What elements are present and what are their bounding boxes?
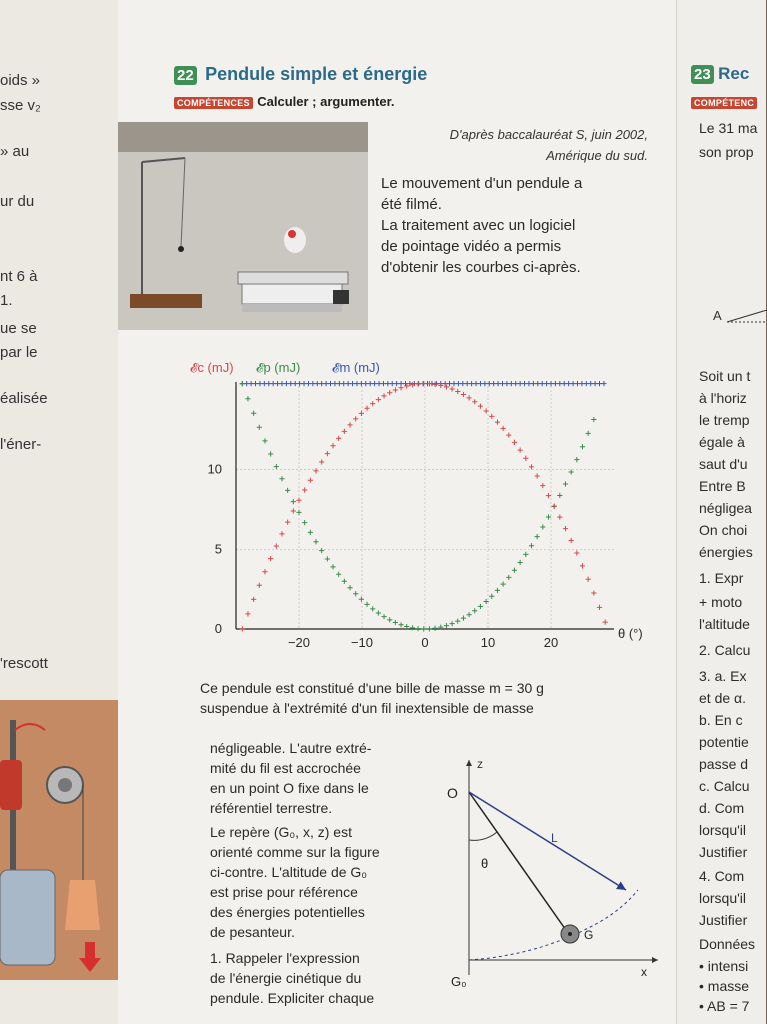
right-page-figure bbox=[707, 300, 767, 330]
x-tick-label: −10 bbox=[350, 635, 374, 650]
source-line: Amérique du sud. bbox=[546, 148, 648, 163]
ep-point bbox=[410, 625, 415, 630]
right-line: lorsqu'il bbox=[699, 890, 747, 906]
angle-arc bbox=[469, 832, 497, 840]
description-line: orienté comme sur la figure bbox=[210, 844, 380, 860]
ep-point bbox=[478, 604, 483, 609]
description-line: négligeable. L'autre extré- bbox=[210, 740, 372, 756]
ec-point bbox=[557, 515, 562, 520]
right-line: et de α. bbox=[699, 690, 747, 706]
chart-ticks bbox=[208, 462, 559, 650]
ec-point bbox=[398, 385, 403, 390]
exercise-title: Pendule simple et énergie bbox=[205, 64, 428, 84]
ec-point bbox=[478, 404, 483, 409]
intro-line: d'obtenir les courbes ci-après. bbox=[381, 259, 581, 276]
ec-point bbox=[336, 436, 341, 441]
ec-point bbox=[257, 583, 262, 588]
right-line: Soit un t bbox=[699, 368, 751, 384]
main-page bbox=[118, 0, 676, 1024]
ep-point bbox=[569, 469, 574, 474]
intro-line: Le mouvement d'un pendule a bbox=[381, 175, 583, 192]
ep-point bbox=[535, 534, 540, 539]
right-line: Entre B bbox=[699, 478, 746, 494]
legend-ec: 𝓔c (mJ) bbox=[190, 360, 234, 375]
right-line: d. Com bbox=[699, 800, 745, 816]
ec-point bbox=[279, 531, 284, 536]
ec-point bbox=[342, 429, 347, 434]
ec-point bbox=[461, 392, 466, 397]
ec-point bbox=[319, 459, 324, 464]
right-line: énergies bbox=[699, 544, 753, 560]
intro-line: été filmé. bbox=[381, 196, 442, 213]
g0-label: G₀ bbox=[451, 974, 467, 989]
ep-point bbox=[387, 617, 392, 622]
ep-point bbox=[574, 457, 579, 462]
ep-point bbox=[495, 588, 500, 593]
intro-line: La traitement avec un logiciel bbox=[381, 217, 576, 234]
ep-point bbox=[449, 621, 454, 626]
ec-point bbox=[512, 440, 517, 445]
chart-grid bbox=[236, 382, 614, 629]
ec-point bbox=[404, 383, 409, 388]
ep-point bbox=[455, 619, 460, 624]
ep-point bbox=[268, 451, 273, 456]
left-line: sse v₂ bbox=[0, 97, 41, 114]
ep-point bbox=[563, 481, 568, 486]
ep-point bbox=[580, 444, 585, 449]
right-line: le tremp bbox=[699, 412, 750, 428]
ep-point bbox=[274, 464, 279, 469]
ec-point bbox=[495, 420, 500, 425]
ep-point bbox=[461, 616, 466, 621]
ep-point bbox=[381, 614, 386, 619]
y-tick-label: 10 bbox=[207, 461, 222, 477]
ep-point bbox=[427, 626, 432, 631]
question-line: de l'énergie cinétique du bbox=[210, 970, 362, 986]
right-line: Le 31 ma bbox=[699, 120, 758, 136]
ec-point bbox=[359, 411, 364, 416]
ep-point bbox=[347, 585, 352, 590]
ec-point bbox=[268, 556, 273, 561]
ec-point bbox=[467, 395, 472, 400]
left-line: l'éner- bbox=[0, 436, 42, 453]
ec-point bbox=[597, 605, 602, 610]
origin-label: O bbox=[447, 785, 458, 801]
ep-point bbox=[591, 417, 596, 422]
right-line: 1. Expr bbox=[699, 570, 744, 586]
description-line: ci-contre. L'altitude de G₀ bbox=[210, 864, 368, 880]
ep-point bbox=[262, 438, 267, 443]
right-line: à l'horiz bbox=[699, 390, 747, 406]
question-line: pendule. Expliciter chaque bbox=[210, 990, 375, 1006]
right-line: + moto bbox=[699, 594, 743, 610]
ec-point bbox=[364, 406, 369, 411]
ec-point bbox=[472, 399, 477, 404]
description-line: en un point O fixe dans le bbox=[210, 780, 369, 796]
x-tick-label: 20 bbox=[543, 635, 559, 650]
ep-point bbox=[523, 552, 528, 557]
description-line: des énergies potentielles bbox=[210, 904, 365, 920]
legend-em: 𝓔m (mJ) bbox=[332, 360, 380, 375]
ep-point bbox=[291, 499, 296, 504]
ep-point bbox=[353, 591, 358, 596]
ep-point bbox=[285, 488, 290, 493]
ep-point bbox=[398, 622, 403, 627]
right-competences-badge: COMPÉTENC bbox=[691, 97, 757, 109]
x-tick-label: 0 bbox=[421, 635, 429, 650]
right-line: l'altitude bbox=[699, 616, 750, 632]
ec-point bbox=[274, 543, 279, 548]
ep-point bbox=[512, 568, 517, 573]
description-paragraph bbox=[200, 678, 670, 718]
right-page bbox=[676, 0, 766, 1024]
ec-point bbox=[591, 590, 596, 595]
ec-point bbox=[444, 384, 449, 389]
right-line: Justifier bbox=[699, 844, 748, 860]
ep-point bbox=[415, 626, 420, 631]
left-line: nt 6 à bbox=[0, 268, 38, 285]
left-line: 'rescott bbox=[0, 655, 48, 672]
x-tick-label: −20 bbox=[287, 635, 311, 650]
ec-point bbox=[580, 563, 585, 568]
exercise-number: 22 bbox=[174, 66, 197, 85]
ep-point bbox=[376, 610, 381, 615]
ec-point bbox=[291, 508, 296, 513]
right-line: potentie bbox=[699, 734, 749, 750]
intro-paragraph bbox=[381, 173, 661, 278]
ep-point bbox=[421, 626, 426, 631]
right-line: lorsqu'il bbox=[699, 822, 747, 838]
ec-point bbox=[484, 408, 489, 413]
ep-point bbox=[432, 626, 437, 631]
ep-point bbox=[501, 582, 506, 587]
ep-point bbox=[489, 594, 494, 599]
competences-line bbox=[174, 93, 395, 111]
question-line: 1. Rappeler l'expression bbox=[210, 950, 360, 966]
length-vector bbox=[469, 792, 626, 890]
ep-point bbox=[370, 606, 375, 611]
ec-point bbox=[506, 433, 511, 438]
energy-chart bbox=[178, 352, 643, 662]
ec-point bbox=[455, 389, 460, 394]
right-line: passe d bbox=[699, 756, 749, 772]
ec-point bbox=[421, 381, 426, 386]
chart-marks bbox=[240, 381, 608, 632]
ec-point bbox=[325, 451, 330, 456]
ec-point bbox=[540, 483, 545, 488]
ec-point bbox=[376, 397, 381, 402]
description-line: suspendue à l'extrémité d'un fil inextensible de masse bbox=[200, 700, 534, 716]
ec-point bbox=[285, 520, 290, 525]
right-line: • intensi bbox=[699, 958, 749, 974]
ec-point bbox=[552, 504, 557, 509]
description-left-column bbox=[210, 738, 430, 1008]
right-line: négligea bbox=[699, 500, 752, 516]
ec-point bbox=[251, 597, 256, 602]
ec-point bbox=[245, 611, 250, 616]
ep-point bbox=[342, 579, 347, 584]
ep-point bbox=[245, 396, 250, 401]
pendulum-diagram bbox=[433, 750, 663, 990]
right-line: 4. Com bbox=[699, 868, 745, 884]
ep-point bbox=[251, 411, 256, 416]
ep-point bbox=[557, 493, 562, 498]
ec-point bbox=[347, 422, 352, 427]
apparatus-illustration bbox=[0, 700, 120, 980]
right-line: • AB = 7 bbox=[699, 998, 750, 1014]
ep-point bbox=[467, 612, 472, 617]
ec-point bbox=[240, 626, 245, 631]
ec-point bbox=[501, 426, 506, 431]
ep-point bbox=[319, 548, 324, 553]
ec-point bbox=[393, 387, 398, 392]
description-line: est prise pour référence bbox=[210, 884, 358, 900]
left-line: ue se bbox=[0, 320, 37, 337]
left-line: éalisée bbox=[0, 390, 48, 407]
right-line: saut d'u bbox=[699, 456, 748, 472]
right-line: b. En c bbox=[699, 712, 743, 728]
x-tick-label: 10 bbox=[480, 635, 496, 650]
description-line: mité du fil est accrochée bbox=[210, 760, 361, 776]
right-line: Données bbox=[699, 936, 756, 952]
ep-point bbox=[296, 510, 301, 515]
legend-ep: 𝓔p (mJ) bbox=[256, 360, 301, 375]
description-line: Le repère (G₀, x, z) est bbox=[210, 824, 352, 840]
ec-point bbox=[387, 390, 392, 395]
ec-point bbox=[308, 478, 313, 483]
ec-point bbox=[546, 493, 551, 498]
ep-point bbox=[325, 556, 330, 561]
x-axis-label: θ (°) bbox=[618, 626, 643, 641]
ep-point bbox=[240, 381, 245, 386]
point-a-label: A bbox=[713, 308, 722, 323]
ec-point bbox=[313, 468, 318, 473]
y-tick-label: 0 bbox=[214, 621, 222, 636]
left-line: 1. bbox=[0, 292, 13, 309]
g-label: G bbox=[584, 928, 594, 942]
length-label: L bbox=[551, 831, 558, 845]
left-line: » au bbox=[0, 143, 30, 160]
ec-point bbox=[489, 414, 494, 419]
ec-point bbox=[370, 401, 375, 406]
ep-point bbox=[518, 560, 523, 565]
ep-point bbox=[546, 514, 551, 519]
right-line: On choi bbox=[699, 522, 748, 538]
trajectory-arc bbox=[469, 890, 638, 960]
ec-point bbox=[381, 393, 386, 398]
ep-point bbox=[308, 530, 313, 535]
ec-point bbox=[603, 620, 608, 625]
competences-badge: COMPÉTENCES bbox=[174, 97, 253, 109]
ec-point bbox=[523, 456, 528, 461]
ep-point bbox=[313, 539, 318, 544]
ec-point bbox=[574, 550, 579, 555]
ep-point bbox=[529, 543, 534, 548]
ec-point bbox=[330, 443, 335, 448]
right-exercise-header bbox=[691, 64, 749, 84]
ep-point bbox=[257, 425, 262, 430]
intro-line: de pointage vidéo a permis bbox=[381, 238, 562, 255]
ec-point bbox=[296, 498, 301, 503]
exercise-header bbox=[174, 64, 427, 85]
description-line: de pesanteur. bbox=[210, 924, 295, 940]
ec-point bbox=[302, 487, 307, 492]
left-line: par le bbox=[0, 344, 38, 361]
ep-point bbox=[336, 572, 341, 577]
ep-point bbox=[472, 608, 477, 613]
ec-point bbox=[563, 526, 568, 531]
theta-label: θ bbox=[481, 856, 489, 871]
bob-center bbox=[568, 932, 572, 936]
pendulum-photo-illustration bbox=[118, 122, 368, 330]
description-line: Ce pendule est constitué d'une bille de masse m = 30 g bbox=[200, 680, 544, 696]
em-point bbox=[601, 381, 606, 386]
right-competences bbox=[691, 93, 757, 111]
right-line: • masse bbox=[699, 978, 750, 994]
z-label: z bbox=[477, 757, 483, 771]
right-line: 2. Calcu bbox=[699, 642, 751, 658]
ep-point bbox=[302, 520, 307, 525]
ep-point bbox=[586, 431, 591, 436]
ep-point bbox=[279, 476, 284, 481]
right-line: 3. a. Ex bbox=[699, 668, 747, 684]
description-line: référentiel terrestre. bbox=[210, 800, 333, 816]
ec-point bbox=[518, 447, 523, 452]
right-exercise-title: Rec bbox=[718, 64, 750, 83]
ep-point bbox=[330, 564, 335, 569]
ep-point bbox=[364, 602, 369, 607]
ec-point bbox=[535, 473, 540, 478]
x-label: x bbox=[641, 965, 647, 979]
left-line: ur du bbox=[0, 193, 35, 210]
ep-point bbox=[506, 575, 511, 580]
ep-point bbox=[393, 620, 398, 625]
chart-legend bbox=[190, 360, 380, 375]
ep-point bbox=[404, 624, 409, 629]
source-reference bbox=[378, 124, 648, 166]
pendulum-photo bbox=[118, 122, 368, 330]
right-line: égale à bbox=[699, 434, 745, 450]
ec-point bbox=[529, 464, 534, 469]
ec-point bbox=[415, 381, 420, 386]
right-line: c. Calcu bbox=[699, 778, 750, 794]
right-exercise-number: 23 bbox=[691, 65, 714, 84]
ec-point bbox=[262, 569, 267, 574]
source-line: D'après baccalauréat S, juin 2002, bbox=[449, 127, 648, 142]
ep-point bbox=[444, 623, 449, 628]
ec-point bbox=[432, 382, 437, 387]
ec-point bbox=[586, 577, 591, 582]
ec-point bbox=[353, 416, 358, 421]
y-tick-label: 5 bbox=[214, 541, 222, 557]
ec-point bbox=[569, 538, 574, 543]
right-line: Justifier bbox=[699, 912, 748, 928]
ec-point bbox=[449, 386, 454, 391]
right-line: son prop bbox=[699, 144, 754, 160]
apparatus-photo bbox=[0, 700, 120, 980]
ep-point bbox=[540, 524, 545, 529]
competences-text: Calculer ; argumenter. bbox=[257, 94, 395, 109]
left-line: oids » bbox=[0, 72, 41, 89]
ep-point bbox=[359, 597, 364, 602]
